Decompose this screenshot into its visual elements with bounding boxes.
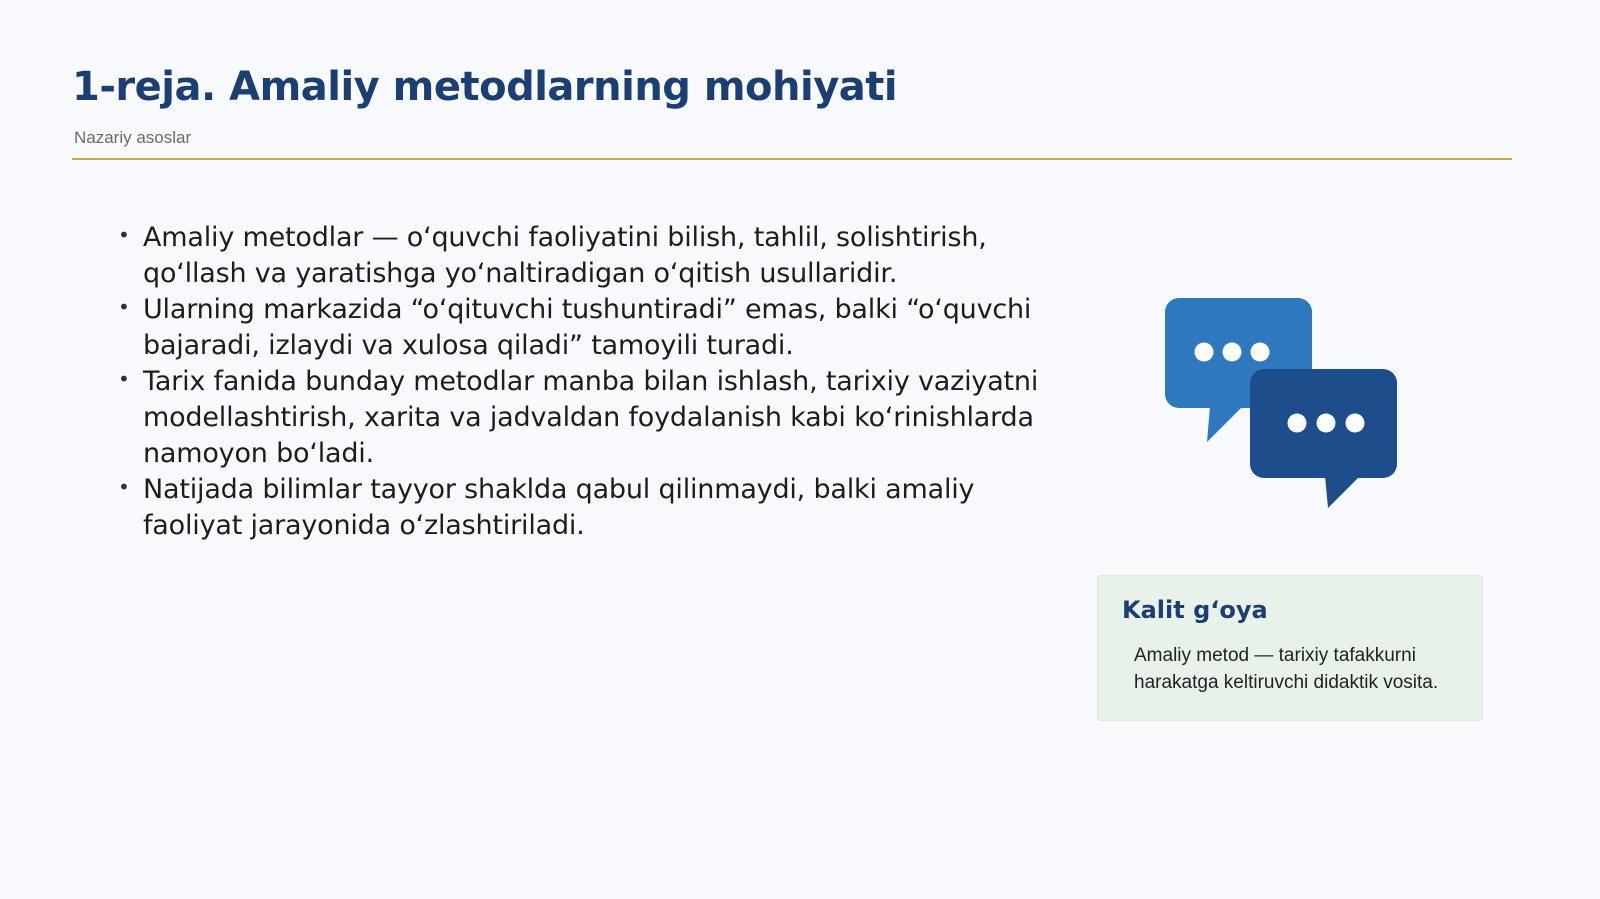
bullet-dot-icon: • xyxy=(118,223,130,247)
front-bubble-dot xyxy=(1317,414,1336,433)
front-bubble-dot xyxy=(1346,414,1365,433)
bullet-item xyxy=(118,220,1048,292)
slide-title: 1-reja. Amaliy metodlarning mohiyati xyxy=(72,64,898,110)
key-idea-body: Amaliy metod — tarixiy tafakkurni harakatga keltiruvchi didaktik vosita. xyxy=(1134,645,1439,693)
bullet-item xyxy=(118,364,1048,472)
bullet-dot-icon: • xyxy=(118,475,130,499)
key-idea-title: Kalit g‘oya xyxy=(1122,596,1268,624)
back-bubble-tail xyxy=(1207,406,1243,442)
bullet-list xyxy=(118,220,1048,544)
bullet-item xyxy=(118,472,1048,544)
front-bubble-tail xyxy=(1325,476,1360,508)
front-bubble xyxy=(1250,369,1397,508)
key-idea-card xyxy=(1097,575,1483,721)
title-divider xyxy=(72,158,1512,160)
bullet-dot-icon: • xyxy=(118,295,130,319)
bullet-text: Tarix fanida bunday metodlar manba bilan ishlash, tarixiy vaziyatni modellashtirish, xarita va jadvaldan foydalanish kabi ko‘rinishlarda namoyon bo‘ladi. xyxy=(143,366,1039,469)
bullet-text: Natijada bilimlar tayyor shaklda qabul qilinmaydi, balki amaliy faoliyat jarayonida o‘zlashtiriladi. xyxy=(143,474,975,541)
front-bubble-dot xyxy=(1288,414,1307,433)
back-bubble-dot xyxy=(1223,343,1242,362)
bullet-item xyxy=(118,292,1048,364)
back-bubble-dot xyxy=(1195,343,1214,362)
slide-subtitle: Nazariy asoslar xyxy=(74,128,192,147)
bullet-text: Amaliy metodlar — o‘quvchi faoliyatini bilish, tahlil, solishtirish, qo‘llash va yaratishga yo‘naltiradigan o‘qitish usullaridir. xyxy=(143,222,987,289)
chat-bubbles-icon xyxy=(1165,298,1405,510)
bullet-text: Ularning markazida “o‘qituvchi tushuntiradi” emas, balki “o‘quvchi bajaradi, izlaydi va xulosa qiladi” tamoyili turadi. xyxy=(143,294,1032,361)
back-bubble-dot xyxy=(1251,343,1270,362)
bullet-dot-icon: • xyxy=(118,367,130,391)
